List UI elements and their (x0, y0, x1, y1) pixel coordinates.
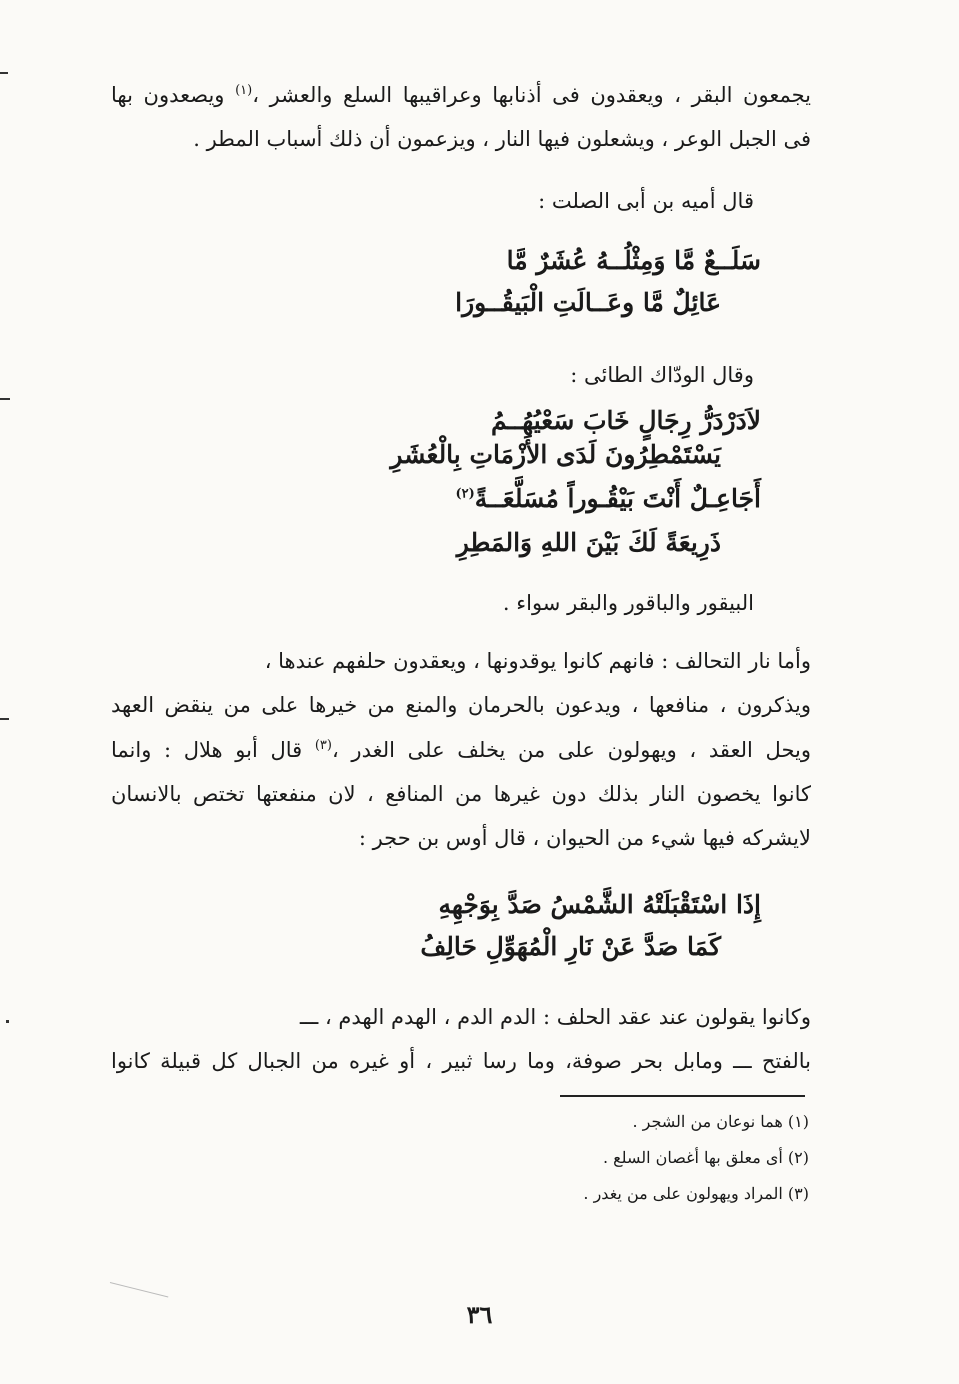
note-line: البيقور والباقور والبقر سواء . (502, 591, 754, 615)
scan-speck (0, 718, 9, 720)
text-segment: قال أبو هلال : وانما (111, 738, 315, 762)
text-segment: ويحل العقد ، ويهولون على من يخلف على الغدر ، (331, 738, 811, 762)
scan-speck (0, 398, 10, 400)
footnote-ref: (٣) (314, 738, 332, 753)
verse-line: يَسْتَمْطِرُونَ لَدَى الأَزْمَاتِ بِالْعُشَرِ (390, 440, 721, 469)
footnote: (١) هما نوعان من الشجر . (632, 1112, 809, 1131)
footnote-ref: (٢) (455, 486, 475, 502)
footnote-ref: (١) (235, 83, 253, 98)
footnote: (٣) المراد ويهولون على من يغدر . (583, 1184, 809, 1203)
paragraph-line (111, 80, 811, 110)
verse-line: لاَدَرْدَرُّ رِجَالٍ خَابَ سَعْيُهُــمُ (490, 406, 761, 435)
text-segment: ويصعدون بها (111, 83, 236, 107)
footnote: (٢) أى معلق بها أغصان السلع . (602, 1148, 809, 1167)
text-segment: يجمعون البقر ، ويعقدون فى أذنابها وعراقيبها السلع والعشر ، (252, 83, 811, 107)
verse-line (455, 482, 761, 516)
scan-mark (110, 1282, 168, 1297)
verse-line: سَلَــعٌ مَّا وَمِثْلُــهُ عُشَرٌ مَّا (506, 246, 761, 275)
verse-line: عَائِلٌ مَّا وعَــالَتِ الْبَيقُــورَا (455, 288, 721, 317)
paragraph-line: ويذكرون ، منافعها ، ويدعون بالحرمان والمنع من خيرها على من ينقض العهد (111, 693, 811, 717)
paragraph-line: وأما نار التحالف : فانهم كانوا يوقدونها ، ويعقدون حلفهم عندها ، (264, 649, 811, 673)
verse-line: كَمَا صَدَّ عَنْ نَارِ الْمُهَوِّلِ حَالِفُ (420, 932, 721, 961)
footnote-divider (560, 1095, 805, 1097)
page-number: ٣٦ (466, 1300, 493, 1329)
paragraph-line: لايشركه فيها شيء من الحيوان ، قال أوس بن حجر : (358, 826, 811, 850)
verse-intro: وقال الودّاك الطائى : (570, 363, 754, 387)
verse-intro: قال أميه بن أبى الصلت : (538, 189, 754, 213)
scan-speck (0, 72, 8, 74)
verse-line: إِذَا اسْتَقْبَلَتْهُ الشَّمْسُ صَدَّ بِوَجْهِهِ (438, 890, 761, 919)
verse-text: أَجَاعِـلٌ أَنْتَ بَيْقُـوراً مُسَلَّعَــةً (474, 484, 761, 513)
verse-line: ذَرِيعَةً لَكَ بَيْنَ اللهِ وَالمَطِرِ (456, 528, 721, 557)
paragraph-line (111, 735, 811, 765)
paragraph-line: وكانوا يقولون عند عقد الحلف : الدم الدم ، الهدم الهدم ، ـــ (299, 1005, 811, 1029)
scan-speck (6, 1020, 9, 1023)
paragraph-line: بالفتح ـــ ومابل بحر صوفة، وما رسا ثبير ، أو غيره من الجبال كل قبيلة كانوا (111, 1049, 811, 1073)
paragraph-line: فى الجبل الوعر ، ويشعلون فيها النار ، ويزعمون أن ذلك أسباب المطر . (193, 127, 811, 151)
paragraph-line: كانوا يخصون النار بذلك دون غيرها من المنافع ، لان منفعتها تختص بالانسان (111, 782, 811, 806)
